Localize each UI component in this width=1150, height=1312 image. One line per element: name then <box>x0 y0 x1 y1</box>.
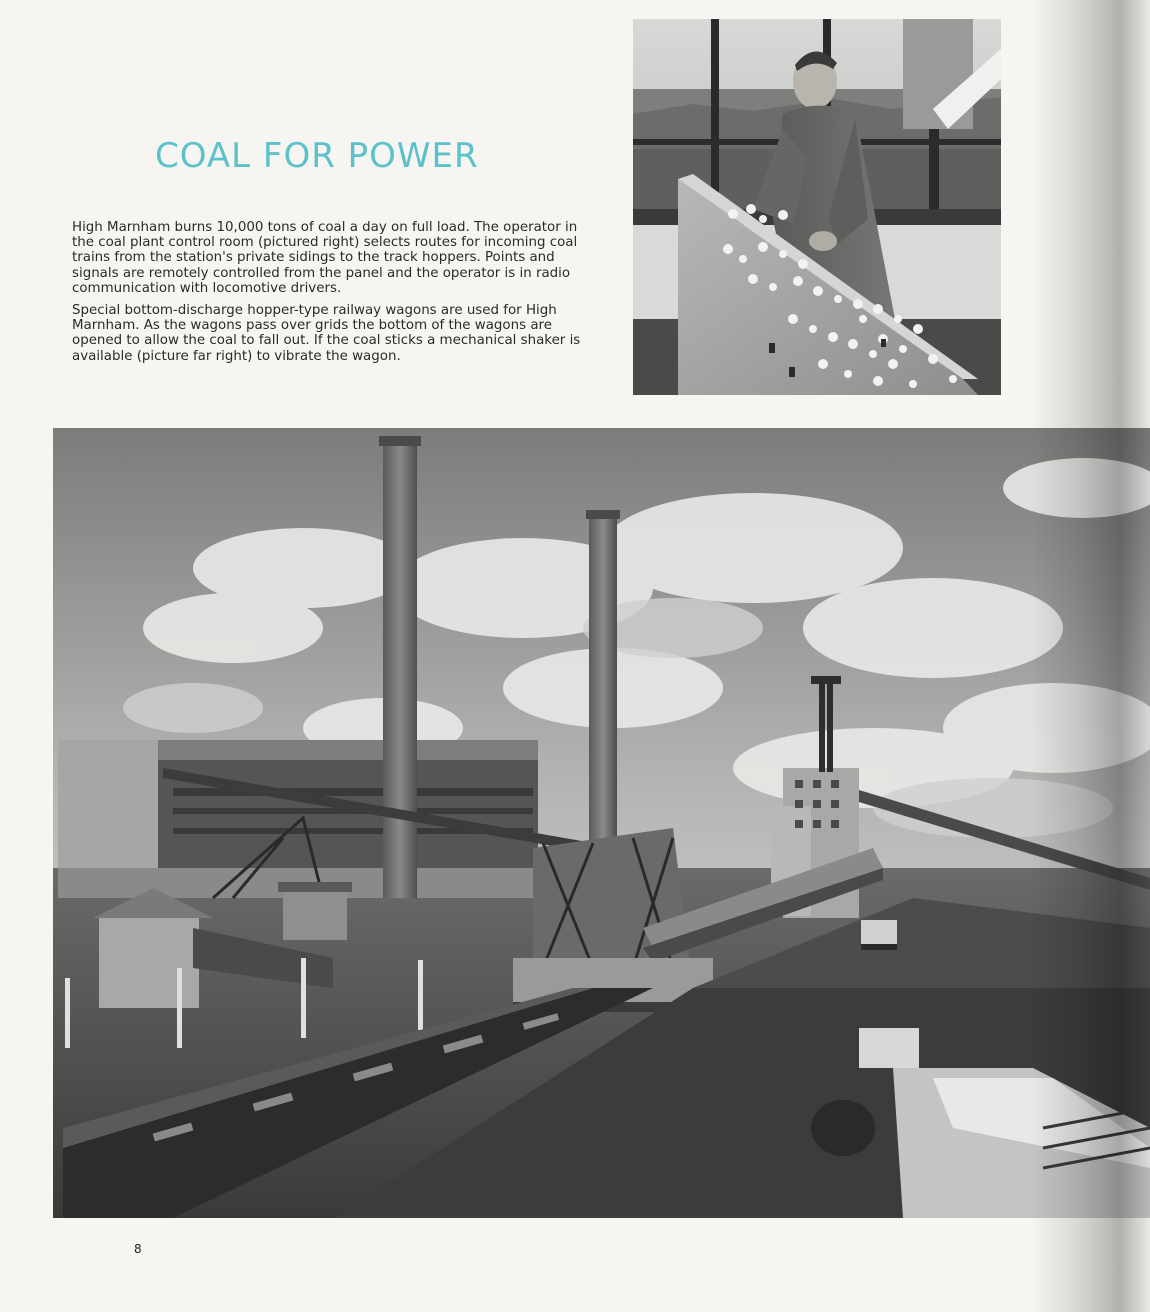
paragraph-hopper-wagons: Special bottom-discharge hopper-type railway wagons are used for High Marnham. As the wagons pass over grids the bottom of the wagons are opened to allow the coal to fall out. If the coal sticks a mechanical shaker is available (picture far right) to vibrate the wagon. <box>72 303 581 364</box>
page-title: COAL FOR POWER <box>155 136 479 176</box>
page-number: 8 <box>134 1242 142 1256</box>
paragraph-control-room: High Marnham burns 10,000 tons of coal a day on full load. The operator in the coal plant control room (pictured right) selects routes for incoming coal trains from the station's private sidings to the track hoppers. Points and signals are remotely controlled from the panel and the operator is in radio communication with locomotive drivers. <box>72 220 578 296</box>
body-text <box>72 220 602 371</box>
power-station-photo <box>53 428 1150 1218</box>
book-gutter-shadow <box>1030 0 1150 1312</box>
control-room-photo <box>633 19 1001 395</box>
